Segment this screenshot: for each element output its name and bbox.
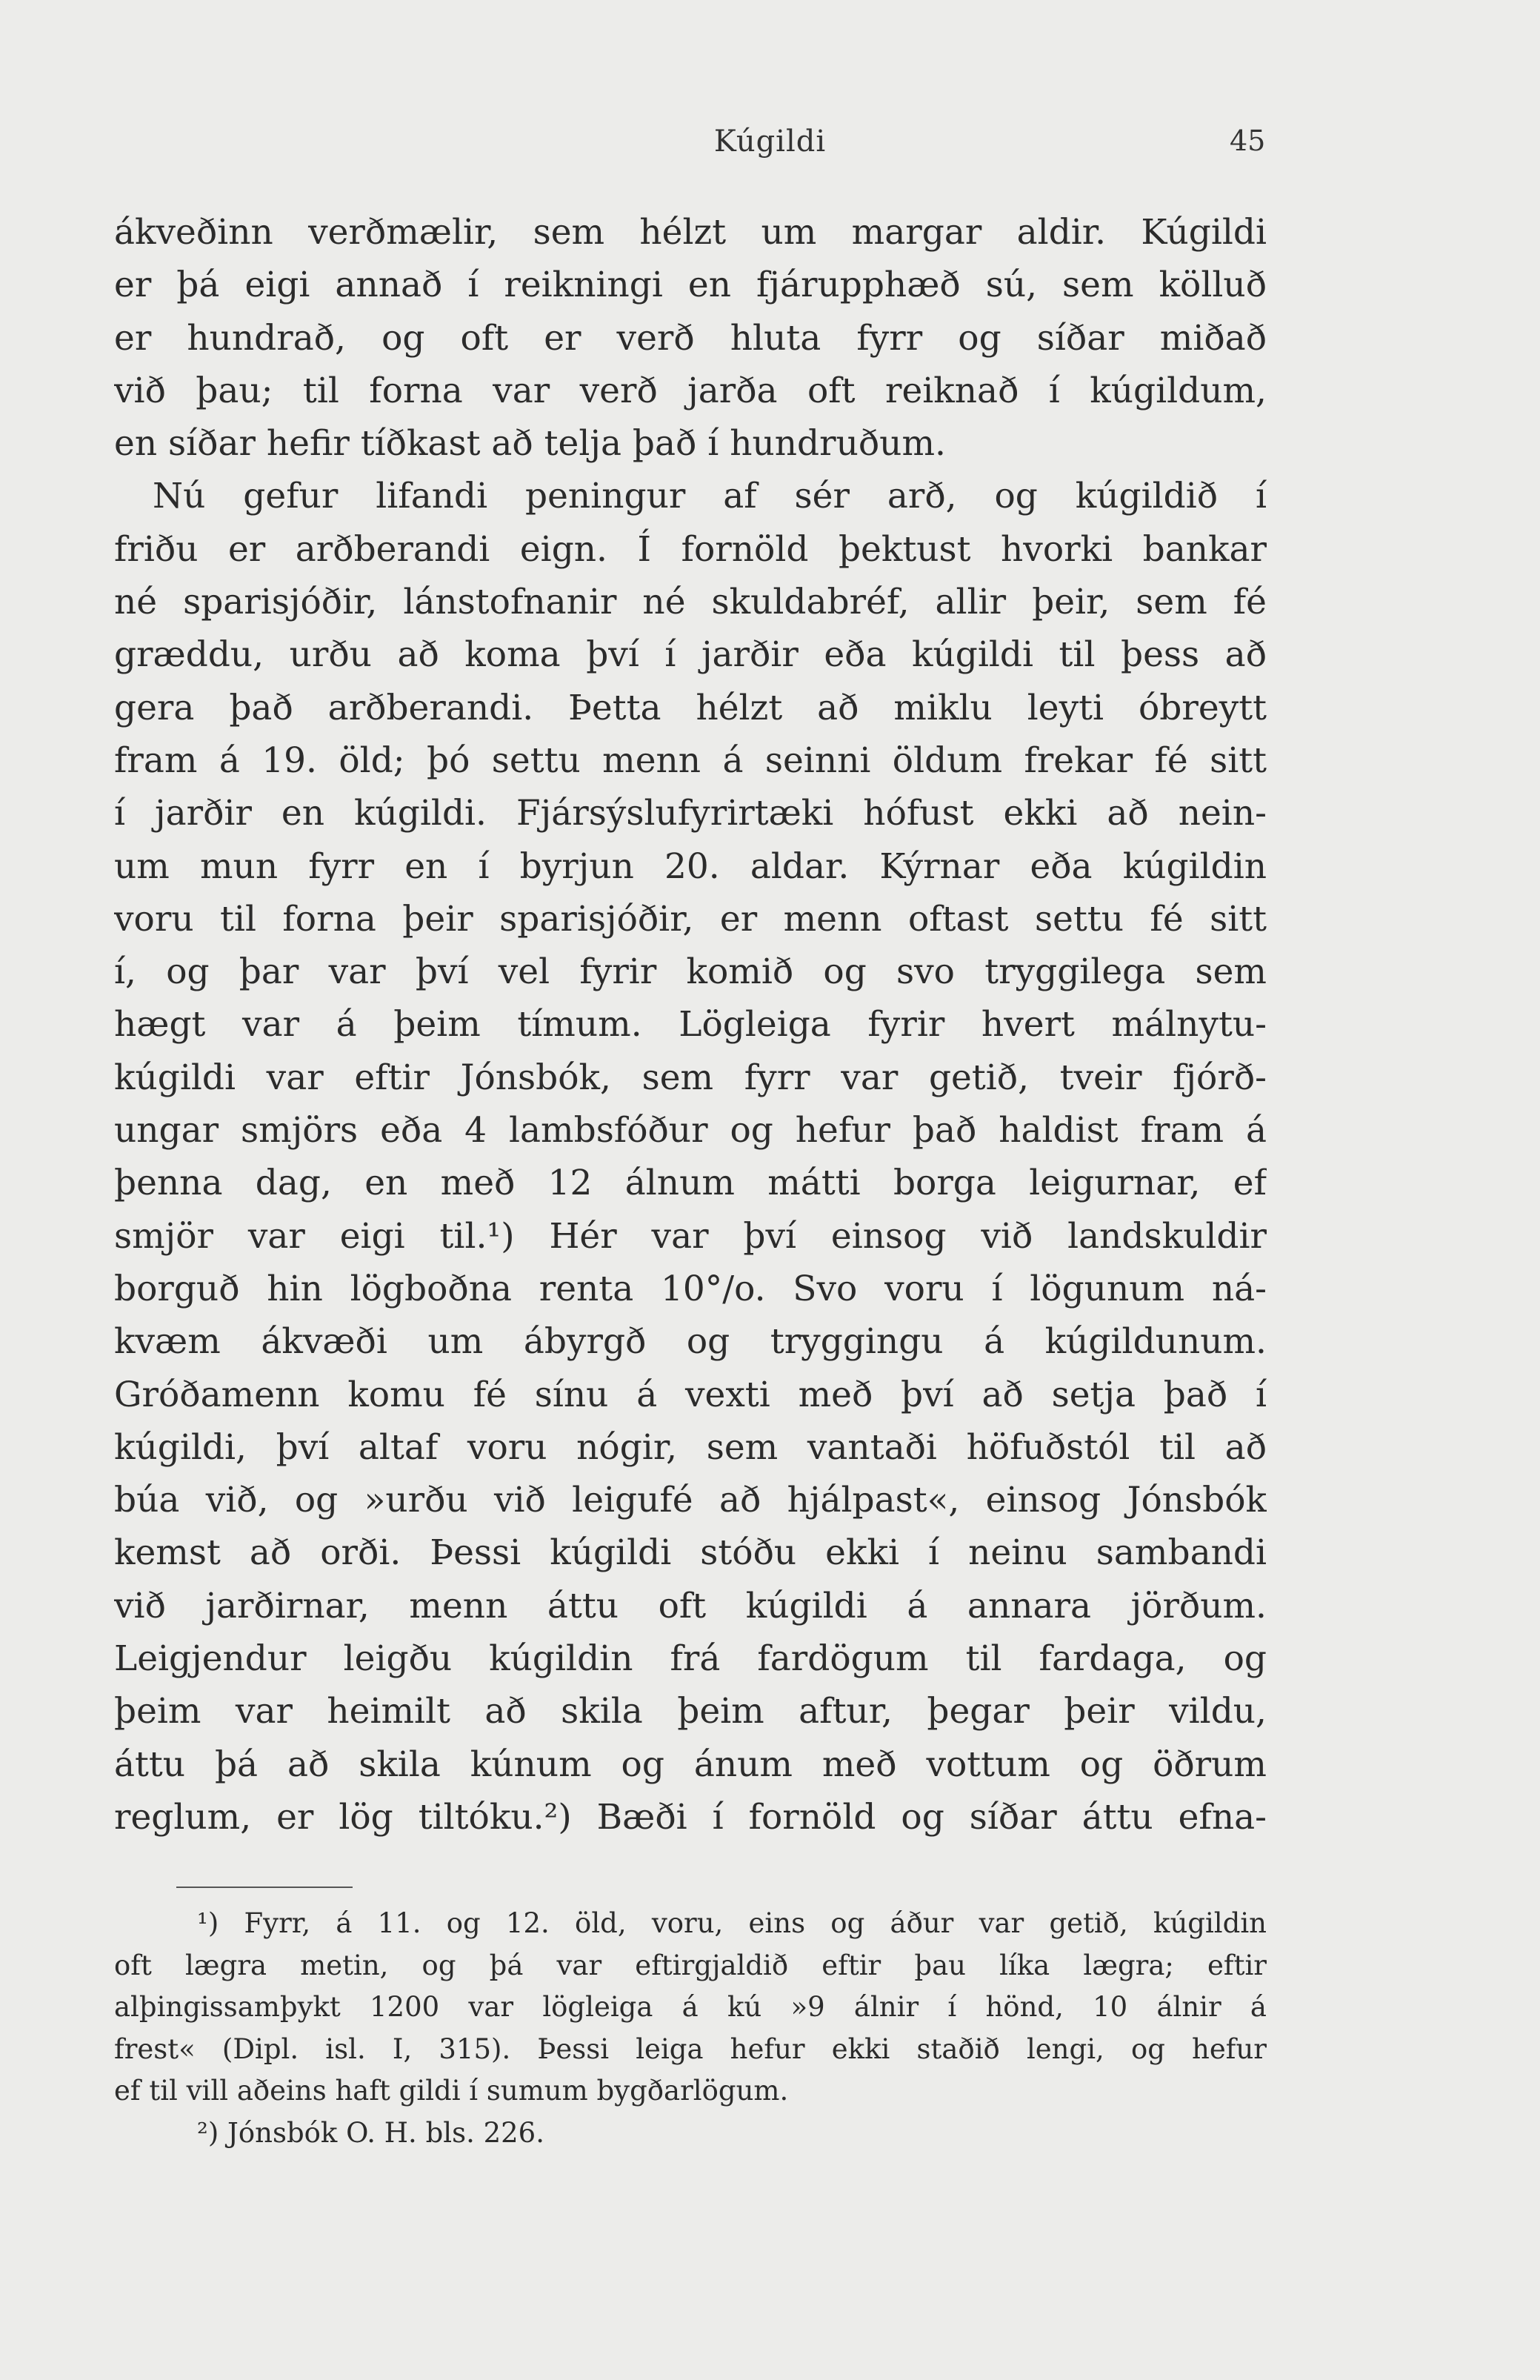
text-line: búa við, og »urðu við leigufé að hjálpast«, einsog Jónsbók [114, 1480, 1267, 1521]
footnote-line: oft lægra metin, og þá var eftirgjaldið eftir þau líka lægra; eftir [114, 1949, 1267, 1981]
footnote-line: ¹) Fyrr, á 11. og 12. öld, voru, eins og áður var getið, kúgildin [197, 1907, 1267, 1939]
text-line: borguð hin lögboðna renta 10°/o. Svo voru í lögunum ná- [114, 1268, 1267, 1309]
text-line: græddu, urðu að koma því í jarðir eða kúgildi til þess að [114, 634, 1267, 676]
text-line: Nú gefur lifandi peningur af sér arð, og kúgildið í [153, 476, 1267, 517]
text-line: ungar smjörs eða 4 lambsfóður og hefur það haldist fram á [114, 1110, 1267, 1151]
text-line: kúgildi var eftir Jónsbók, sem fyrr var getið, tveir fjórð- [114, 1057, 1267, 1098]
text-line: gera það arðberandi. Þetta hélzt að miklu leyti óbreytt [114, 687, 1267, 728]
text-line: er þá eigi annað í reikningi en fjárupphæð sú, sem kölluð [114, 265, 1267, 306]
text-line: friðu er arðberandi eign. Í fornöld þektust hvorki bankar [114, 528, 1267, 570]
footnote-line: ²) Jónsbók O. H. bls. 226. [197, 2116, 544, 2149]
footnote-line: ef til vill aðeins haft gildi í sumum bygðarlögum. [114, 2075, 789, 2107]
text-line: þenna dag, en með 12 álnum mátti borga leigurnar, ef [114, 1163, 1267, 1204]
text-line: reglum, er lög tiltóku.²) Bæði í fornöld og síðar áttu efna- [114, 1796, 1267, 1838]
text-line: Gróðamenn komu fé sínu á vexti með því að setja það í [114, 1374, 1267, 1415]
text-line: né sparisjóðir, lánstofnanir né skuldabréf, allir þeir, sem fé [114, 582, 1267, 623]
running-title: Kúgildi [713, 124, 827, 159]
text-line: kúgildi, því altaf voru nógir, sem vantaði höfuðstól til að [114, 1426, 1267, 1468]
text-line: þeim var heimilt að skila þeim aftur, þegar þeir vildu, [114, 1691, 1267, 1732]
footnote-rule [176, 1887, 353, 1888]
page-number: 45 [1230, 124, 1266, 157]
footnote-line: frest« (Dipl. isl. I, 315). Þessi leiga hefur ekki staðið lengi, og hefur [114, 2032, 1267, 2065]
text-line: í, og þar var því vel fyrir komið og svo tryggilega sem [114, 951, 1267, 993]
text-line: er hundrað, og oft er verð hluta fyrr og síðar miðað [114, 317, 1267, 359]
text-line: en síðar hefir tíðkast að telja það í hundruðum. [114, 423, 946, 465]
text-line: ákveðinn verðmælir, sem hélzt um margar aldir. Kúgildi [114, 212, 1267, 253]
text-line: við þau; til forna var verð jarða oft reiknað í kúgildum, [114, 370, 1267, 411]
text-line: um mun fyrr en í byrjun 20. aldar. Kýrnar eða kúgildin [114, 845, 1267, 887]
text-line: í jarðir en kúgildi. Fjársýslufyrirtæki hófust ekki að nein- [114, 793, 1267, 834]
footnotes [114, 1903, 1267, 2154]
footnote-line: alþingissamþykt 1200 var lögleiga á kú »9 álnir í hönd, 10 álnir á [114, 1991, 1267, 2023]
text-line: kemst að orði. Þessi kúgildi stóðu ekki í neinu sambandi [114, 1532, 1267, 1574]
text-line: við jarðirnar, menn áttu oft kúgildi á annara jörðum. [114, 1585, 1267, 1626]
text-line: kvæm ákvæði um ábyrgð og tryggingu á kúgildunum. [114, 1321, 1267, 1363]
text-line: fram á 19. öld; þó settu menn á seinni öldum frekar fé sitt [114, 739, 1267, 781]
text-line: smjör var eigi til.¹) Hér var því einsog við landskuldir [114, 1215, 1267, 1257]
text-line: hægt var á þeim tímum. Lögleiga fyrir hvert málnytu- [114, 1004, 1267, 1046]
text-line: Leigjendur leigðu kúgildin frá fardögum til fardaga, og [114, 1638, 1267, 1680]
body-text [114, 206, 1267, 1844]
running-head [0, 124, 1540, 169]
text-line: áttu þá að skila kúnum og ánum með vottum og öðrum [114, 1744, 1267, 1785]
text-line: voru til forna þeir sparisjóðir, er menn oftast settu fé sitt [114, 898, 1267, 940]
